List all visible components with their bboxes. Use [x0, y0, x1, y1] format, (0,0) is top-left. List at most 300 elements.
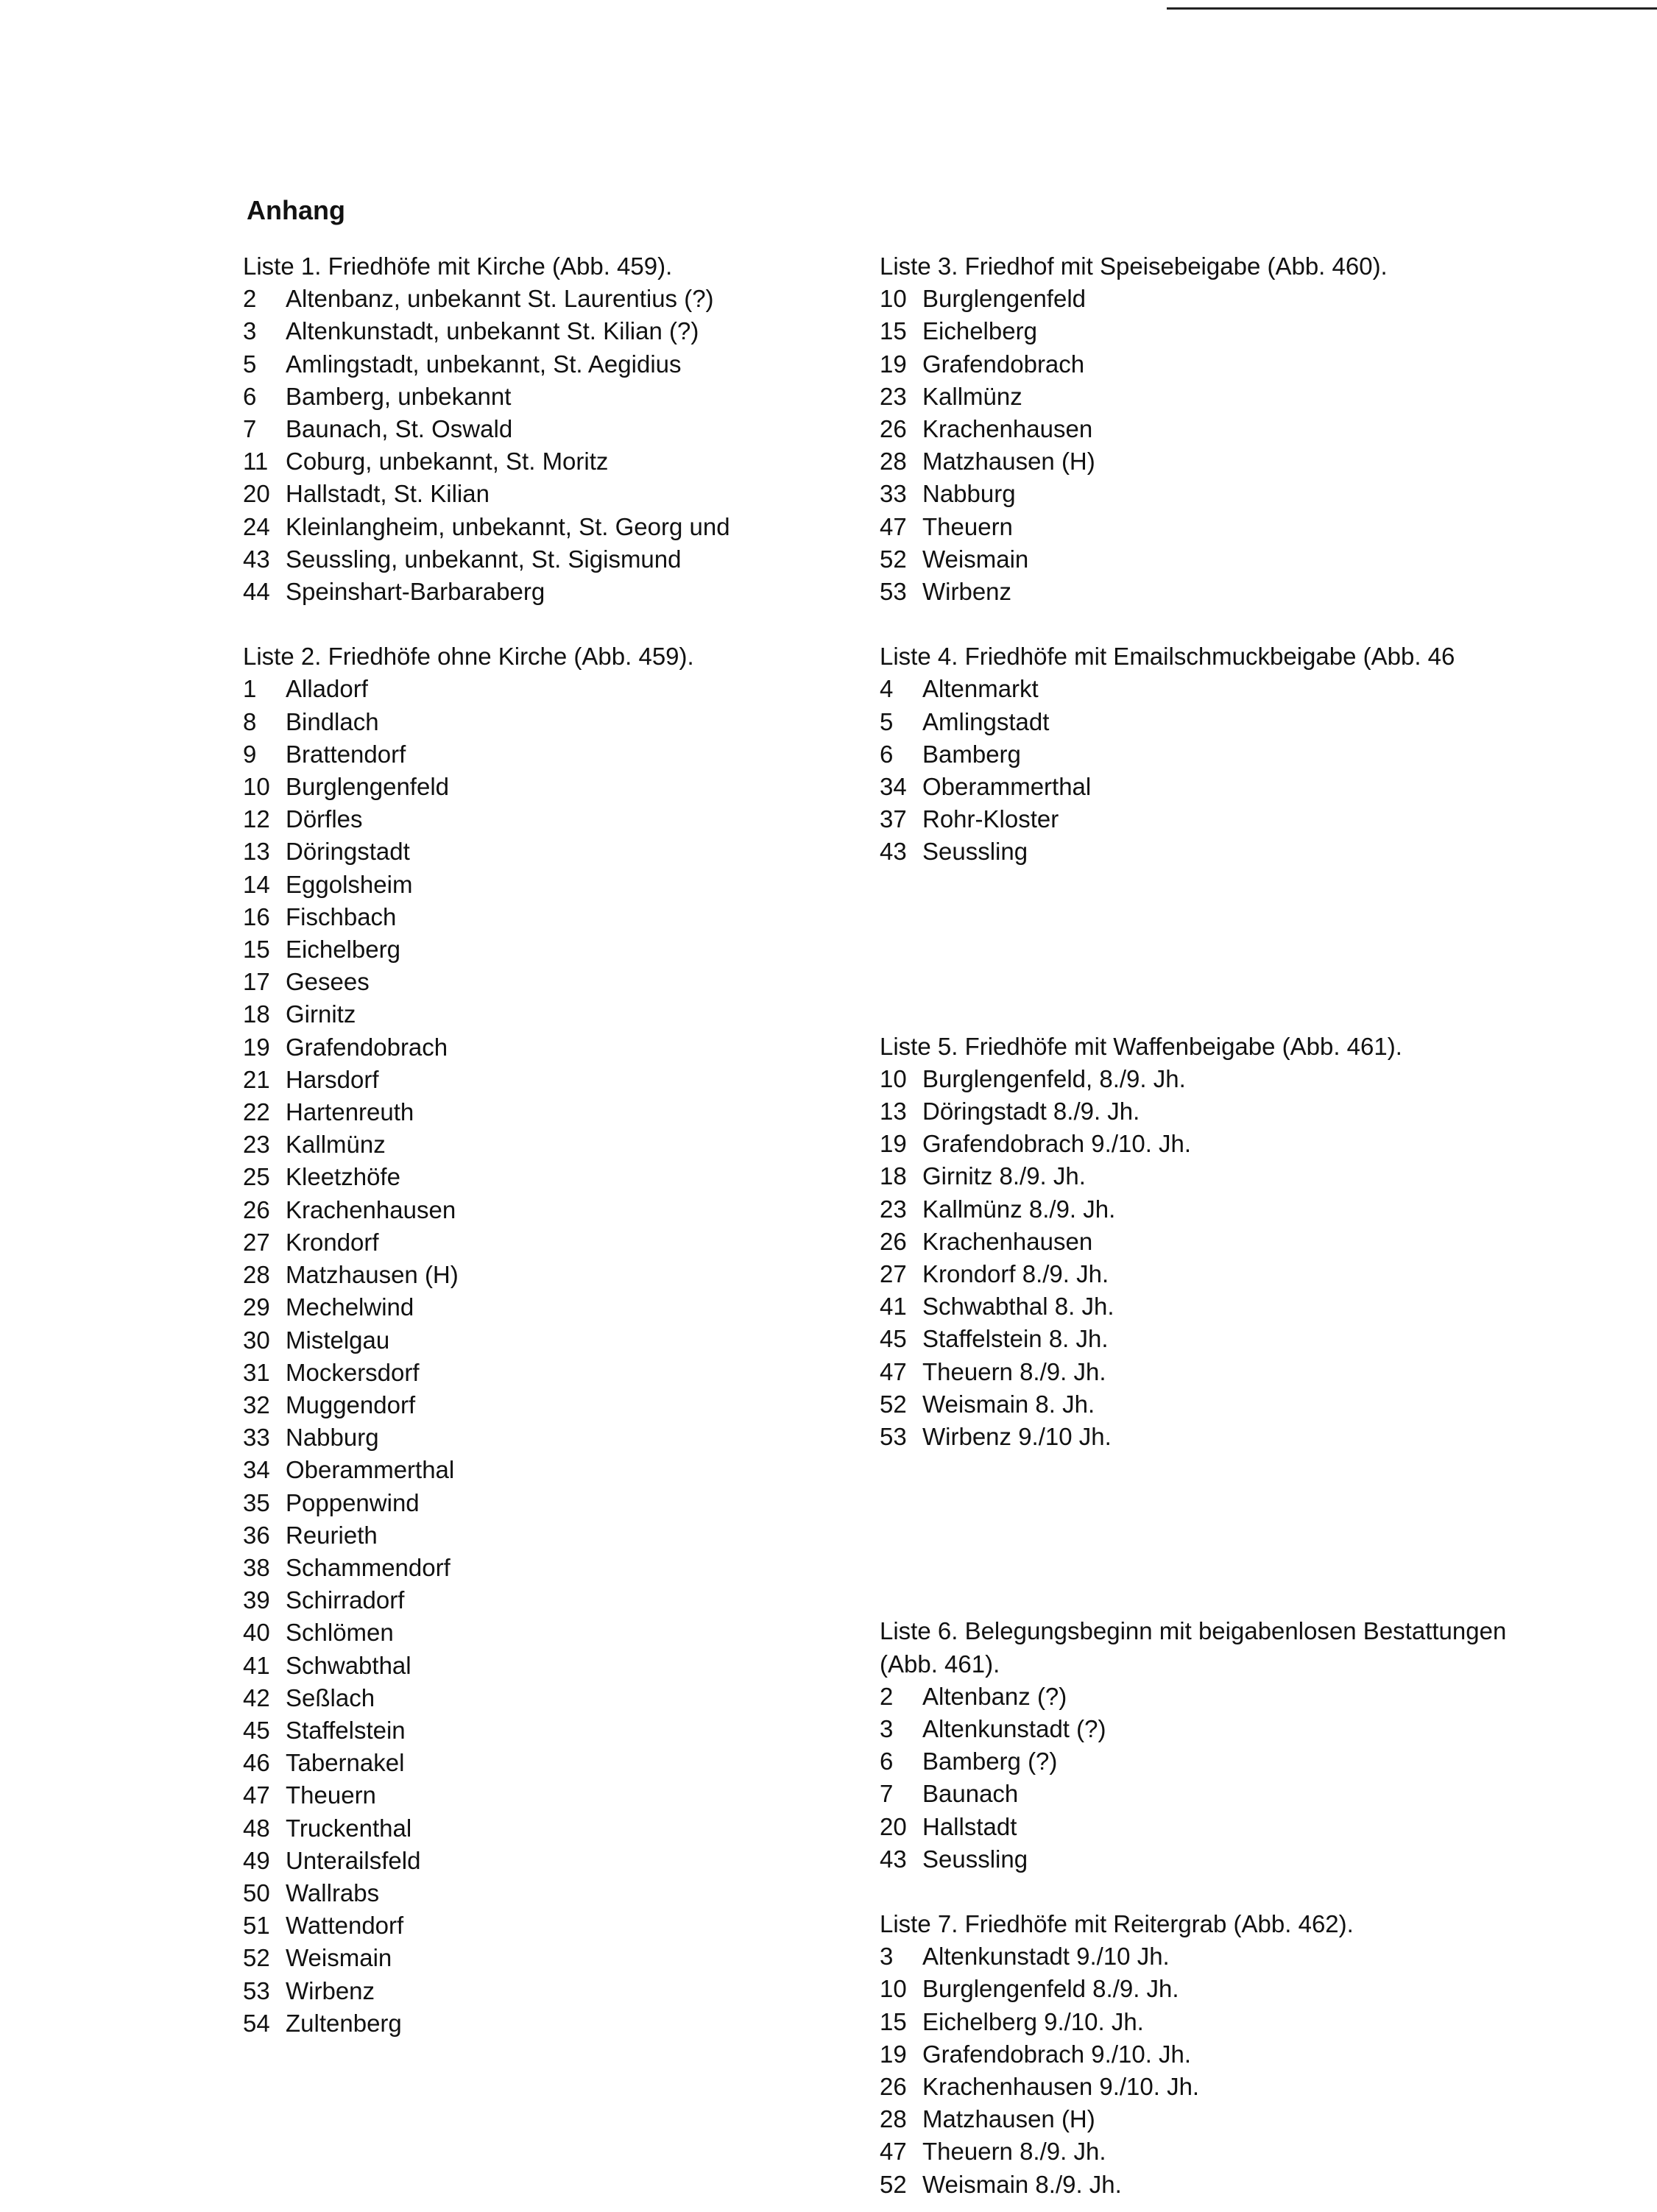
site-name: Krachenhausen: [922, 415, 1093, 443]
list-item: [243, 1714, 847, 1747]
site-name: Wirbenz 9./10 Jh.: [922, 1423, 1112, 1451]
list-item: [880, 1128, 1657, 1160]
site-number: 2: [880, 1682, 894, 1710]
site-name: Theuern 8./9. Jh.: [922, 1357, 1106, 1385]
site-name: Mockersdorf: [286, 1358, 420, 1386]
site-name: Seussling, unbekannt, St. Sigismund: [286, 545, 682, 573]
site-number: 18: [243, 1000, 270, 1028]
site-number: 53: [880, 578, 907, 606]
list-item: [243, 966, 847, 998]
site-name: Wirbenz: [286, 1976, 375, 2004]
list-item: [880, 1778, 1657, 1810]
site-name: Wattendorf: [286, 1912, 404, 1940]
left-column: [243, 250, 847, 2040]
site-name: Krachenhausen: [286, 1195, 456, 1223]
site-number: 8: [243, 707, 257, 735]
site-number: 10: [880, 1975, 907, 2003]
list-heading: Liste 6. Belegungsbeginn mit beigabenlosen Bestattungen (Abb. 461).: [880, 1617, 1507, 1678]
list-item: [880, 2103, 1657, 2135]
list-spacer: [880, 1876, 1657, 1908]
list-item: [243, 1584, 847, 1616]
site-name: Unterailsfeld: [286, 1846, 421, 1874]
site-name: Tabernakel: [286, 1749, 405, 1777]
list-item: [243, 1454, 847, 1486]
list-item: [880, 543, 1657, 576]
site-number: 20: [243, 480, 270, 508]
site-name: Gesees: [286, 968, 370, 996]
site-name: Grafendobrach: [286, 1033, 448, 1061]
list-item: [880, 1095, 1657, 1128]
list-item: [880, 1421, 1657, 1453]
site-name: Döringstadt 8./9. Jh.: [922, 1098, 1140, 1126]
site-name: Hallstadt: [922, 1812, 1017, 1840]
list-item: [243, 933, 847, 966]
site-name: Seussling: [922, 1845, 1028, 1873]
site-number: 53: [880, 1423, 907, 1451]
site-name: Bamberg, unbekannt: [286, 382, 512, 410]
site-number: 7: [243, 415, 257, 443]
site-number: 10: [880, 285, 907, 313]
list-heading: Liste 4. Friedhöfe mit Emailschmuckbeigabe (Abb. 46: [880, 643, 1455, 671]
site-number: 43: [243, 545, 270, 573]
site-name: Reurieth: [286, 1521, 378, 1549]
site-number: 19: [880, 350, 907, 378]
page-title: Anhang: [247, 195, 345, 225]
site-number: 52: [243, 1944, 270, 1972]
site-name: Rohr-Kloster: [922, 805, 1059, 833]
site-number: 52: [880, 1390, 907, 1418]
site-number: 53: [243, 1976, 270, 2004]
list-4: [880, 640, 1657, 868]
site-number: 40: [243, 1619, 270, 1647]
list-item: [243, 1259, 847, 1291]
list-3: [880, 250, 1657, 608]
list-item: [243, 1389, 847, 1421]
site-name: Grafendobrach: [922, 350, 1085, 378]
list-item: [880, 283, 1657, 315]
site-name: Burglengenfeld, 8./9. Jh.: [922, 1064, 1186, 1092]
site-number: 13: [880, 1098, 907, 1126]
site-number: 15: [243, 936, 270, 964]
site-number: 35: [243, 1488, 270, 1516]
site-number: 44: [243, 578, 270, 606]
site-number: 11: [243, 448, 269, 476]
list-heading: Liste 1. Friedhöfe mit Kirche (Abb. 459).: [243, 252, 673, 280]
list-item: [880, 2135, 1657, 2168]
list-item: [243, 413, 847, 445]
list-item: [243, 348, 847, 381]
site-name: Eichelberg 9./10. Jh.: [922, 2007, 1144, 2035]
list-item: [880, 576, 1657, 608]
list-item: [243, 1909, 847, 1942]
site-name: Girnitz: [286, 1000, 356, 1028]
site-name: Eichelberg: [286, 936, 400, 964]
list-item: [243, 1064, 847, 1096]
list-item: [880, 381, 1657, 413]
list-item: [880, 1745, 1657, 1778]
site-number: 27: [880, 1260, 907, 1288]
list-item: [880, 2038, 1657, 2071]
site-number: 17: [243, 968, 270, 996]
site-number: 28: [880, 448, 907, 476]
list-item: [243, 283, 847, 315]
site-name: Krondorf 8./9. Jh.: [922, 1260, 1109, 1288]
list-item: [880, 315, 1657, 347]
site-number: 31: [243, 1358, 270, 1386]
list-item: [880, 1063, 1657, 1095]
site-name: Alladorf: [286, 675, 368, 703]
site-name: Staffelstein: [286, 1716, 406, 1744]
site-name: Oberammerthal: [922, 773, 1092, 801]
site-number: 28: [880, 2105, 907, 2133]
site-number: 33: [243, 1424, 270, 1452]
list-item: [243, 1519, 847, 1552]
site-number: 41: [880, 1293, 907, 1321]
site-name: Baunach, St. Oswald: [286, 415, 513, 443]
list-item: [243, 1682, 847, 1714]
site-name: Matzhausen (H): [286, 1261, 459, 1289]
site-name: Krondorf: [286, 1228, 379, 1256]
list-item: [880, 1843, 1657, 1876]
site-name: Dörfles: [286, 805, 363, 833]
site-name: Burglengenfeld: [286, 773, 450, 801]
list-spacer: [880, 608, 1657, 640]
list-item: [243, 1942, 847, 1974]
site-number: 34: [243, 1456, 270, 1484]
list-item: [880, 445, 1657, 478]
site-number: 34: [880, 773, 907, 801]
site-number: 24: [243, 512, 270, 540]
list-item: [243, 1194, 847, 1226]
list-item: [243, 1161, 847, 1193]
site-number: 7: [880, 1780, 894, 1808]
site-name: Bindlach: [286, 707, 379, 735]
site-number: 54: [243, 2009, 270, 2037]
site-name: Kleinlangheim, unbekannt, St. Georg und: [286, 512, 730, 540]
site-name: Weismain: [286, 1944, 392, 1972]
site-name: Seßlach: [286, 1683, 375, 1711]
site-name: Speinshart-Barbaraberg: [286, 578, 545, 606]
site-number: 49: [243, 1846, 270, 1874]
site-number: 29: [243, 1293, 270, 1321]
site-name: Schwabthal: [286, 1651, 411, 1679]
list-item: [880, 1193, 1657, 1226]
list-item: [880, 1356, 1657, 1388]
site-number: 30: [243, 1326, 270, 1354]
site-number: 15: [880, 317, 907, 345]
site-number: 46: [243, 1749, 270, 1777]
site-name: Krachenhausen: [922, 1227, 1093, 1255]
site-number: 22: [243, 1098, 270, 1126]
site-name: Altenkunstadt, unbekannt St. Kilian (?): [286, 317, 699, 345]
list-item: [243, 478, 847, 510]
site-name: Theuern: [286, 1781, 376, 1809]
list-spacer: [243, 608, 847, 640]
site-number: 28: [243, 1261, 270, 1289]
site-name: Grafendobrach 9./10. Jh.: [922, 1130, 1192, 1158]
site-name: Weismain 8. Jh.: [922, 1390, 1095, 1418]
site-number: 16: [243, 902, 270, 930]
site-name: Kallmünz 8./9. Jh.: [922, 1195, 1116, 1223]
site-number: 3: [880, 1943, 894, 1971]
list-item: [880, 348, 1657, 381]
site-name: Altenmarkt: [922, 675, 1039, 703]
list-item: [243, 1291, 847, 1324]
site-name: Schammendorf: [286, 1553, 451, 1581]
site-name: Matzhausen (H): [922, 2105, 1095, 2133]
site-number: 4: [880, 675, 894, 703]
site-name: Nabburg: [286, 1424, 379, 1452]
right-column: [880, 250, 1657, 2201]
site-number: 52: [880, 545, 907, 573]
list-item: [880, 2006, 1657, 2038]
site-number: 51: [243, 1912, 270, 1940]
list-item: [243, 998, 847, 1031]
site-number: 23: [243, 1131, 270, 1159]
list-item: [243, 315, 847, 347]
list-item: [243, 771, 847, 803]
site-name: Zultenberg: [286, 2009, 402, 2037]
list-item: [243, 1324, 847, 1357]
list-item: [243, 1357, 847, 1389]
list-7: [880, 1908, 1657, 2201]
site-number: 19: [243, 1033, 270, 1061]
list-item: [243, 576, 847, 608]
list-item: [880, 1290, 1657, 1323]
list-item: [880, 1811, 1657, 1843]
site-number: 38: [243, 1553, 270, 1581]
list-item: [880, 1973, 1657, 2005]
site-number: 26: [880, 2072, 907, 2100]
site-number: 6: [880, 740, 894, 768]
site-number: 12: [243, 805, 270, 833]
site-number: 19: [880, 2040, 907, 2068]
site-number: 52: [880, 2170, 907, 2198]
site-name: Coburg, unbekannt, St. Moritz: [286, 448, 609, 476]
site-name: Krachenhausen 9./10. Jh.: [922, 2072, 1200, 2100]
site-number: 26: [243, 1195, 270, 1223]
list-item: [243, 2007, 847, 2040]
list-item: [880, 803, 1657, 835]
site-name: Hartenreuth: [286, 1098, 414, 1126]
site-name: Hallstadt, St. Kilian: [286, 480, 490, 508]
list-item: [243, 1877, 847, 1909]
site-name: Amlingstadt: [922, 707, 1050, 735]
list-item: [880, 1226, 1657, 1258]
site-name: Altenkunstadt (?): [922, 1714, 1106, 1742]
site-number: 23: [880, 1195, 907, 1223]
list-item: [243, 1975, 847, 2007]
list-heading: Liste 3. Friedhof mit Speisebeigabe (Abb. 460).: [880, 252, 1388, 280]
site-name: Schlömen: [286, 1619, 394, 1647]
site-number: 10: [243, 773, 270, 801]
list-6: [880, 1615, 1657, 1876]
site-name: Oberammerthal: [286, 1456, 455, 1484]
top-rule: [1167, 7, 1657, 10]
site-name: Truckenthal: [286, 1814, 412, 1842]
site-name: Poppenwind: [286, 1488, 420, 1516]
site-number: 43: [880, 838, 907, 866]
site-number: 47: [880, 2138, 907, 2166]
list-item: [880, 2071, 1657, 2103]
list-item: [880, 1713, 1657, 1745]
site-name: Baunach: [922, 1780, 1019, 1808]
site-number: 25: [243, 1163, 270, 1191]
list-spacer: [880, 869, 1657, 1031]
list-item: [243, 511, 847, 543]
site-name: Mechelwind: [286, 1293, 414, 1321]
list-heading: Liste 2. Friedhöfe ohne Kirche (Abb. 459).: [243, 643, 694, 671]
site-name: Burglengenfeld: [922, 285, 1087, 313]
site-name: Wirbenz: [922, 578, 1012, 606]
list-heading: Liste 5. Friedhöfe mit Waffenbeigabe (Abb. 461).: [880, 1032, 1402, 1060]
site-number: 13: [243, 838, 270, 866]
site-name: Kleetzhöfe: [286, 1163, 400, 1191]
list-item: [243, 1096, 847, 1128]
site-number: 36: [243, 1521, 270, 1549]
site-number: 47: [243, 1781, 270, 1809]
site-name: Seussling: [922, 838, 1028, 866]
site-number: 6: [880, 1748, 894, 1775]
site-number: 32: [243, 1391, 270, 1418]
list-item: [243, 901, 847, 933]
list-item: [243, 381, 847, 413]
site-number: 48: [243, 1814, 270, 1842]
site-name: Theuern: [922, 512, 1013, 540]
list-item: [243, 1421, 847, 1454]
site-name: Nabburg: [922, 480, 1016, 508]
site-name: Burglengenfeld 8./9. Jh.: [922, 1975, 1179, 2003]
site-name: Kallmünz: [286, 1131, 386, 1159]
list-item: [243, 1747, 847, 1779]
list-spacer: [880, 1453, 1657, 1615]
site-name: Theuern 8./9. Jh.: [922, 2138, 1106, 2166]
site-number: 41: [243, 1651, 270, 1679]
site-name: Altenbanz (?): [922, 1682, 1067, 1710]
site-number: 10: [880, 1064, 907, 1092]
site-number: 37: [880, 805, 907, 833]
site-number: 27: [243, 1228, 270, 1256]
list-item: [243, 869, 847, 901]
list-item: [880, 738, 1657, 771]
site-number: 39: [243, 1586, 270, 1614]
site-name: Mistelgau: [286, 1326, 390, 1354]
site-name: Altenbanz, unbekannt St. Laurentius (?): [286, 285, 714, 313]
site-name: Brattendorf: [286, 740, 406, 768]
list-item: [243, 1128, 847, 1161]
list-item: [880, 511, 1657, 543]
site-name: Girnitz 8./9. Jh.: [922, 1162, 1086, 1190]
list-item: [880, 771, 1657, 803]
site-name: Weismain 8./9. Jh.: [922, 2170, 1122, 2198]
list-item: [243, 1487, 847, 1519]
site-number: 47: [880, 1357, 907, 1385]
site-name: Muggendorf: [286, 1391, 416, 1418]
list-2: [243, 640, 847, 2040]
site-name: Schwabthal 8. Jh.: [922, 1293, 1114, 1321]
site-number: 47: [880, 512, 907, 540]
site-number: 26: [880, 415, 907, 443]
site-number: 6: [243, 382, 257, 410]
list-item: [880, 478, 1657, 510]
site-number: 14: [243, 870, 270, 898]
site-number: 23: [880, 382, 907, 410]
site-number: 3: [243, 317, 257, 345]
list-item: [880, 1681, 1657, 1713]
list-item: [243, 803, 847, 835]
site-name: Bamberg (?): [922, 1748, 1058, 1775]
list-item: [243, 706, 847, 738]
site-name: Weismain: [922, 545, 1029, 573]
list-item: [880, 1160, 1657, 1192]
site-name: Grafendobrach 9./10. Jh.: [922, 2040, 1192, 2068]
site-number: 50: [243, 1879, 270, 1907]
site-name: Amlingstadt, unbekannt, St. Aegidius: [286, 350, 682, 378]
list-item: [880, 1258, 1657, 1290]
list-item: [880, 413, 1657, 445]
list-item: [880, 1388, 1657, 1421]
site-number: 26: [880, 1227, 907, 1255]
site-number: 33: [880, 480, 907, 508]
site-name: Kallmünz: [922, 382, 1022, 410]
site-number: 18: [880, 1162, 907, 1190]
site-name: Eichelberg: [922, 317, 1037, 345]
list-item: [880, 835, 1657, 868]
site-number: 15: [880, 2007, 907, 2035]
list-item: [243, 445, 847, 478]
list-item: [243, 673, 847, 705]
list-item: [243, 1031, 847, 1064]
list-1: [243, 250, 847, 608]
list-item: [243, 1616, 847, 1649]
list-item: [243, 1779, 847, 1812]
site-number: 45: [880, 1325, 907, 1353]
site-number: 5: [243, 350, 257, 378]
site-name: Wallrabs: [286, 1879, 380, 1907]
list-item: [243, 1226, 847, 1259]
site-number: 5: [880, 707, 894, 735]
site-name: Altenkunstadt 9./10 Jh.: [922, 1943, 1170, 1971]
list-item: [243, 1845, 847, 1877]
site-number: 2: [243, 285, 257, 313]
list-heading: Liste 7. Friedhöfe mit Reitergrab (Abb. 462).: [880, 1909, 1354, 1937]
list-item: [880, 2169, 1657, 2201]
list-item: [880, 706, 1657, 738]
list-item: [243, 835, 847, 868]
site-number: 19: [880, 1130, 907, 1158]
site-number: 21: [243, 1065, 270, 1093]
site-number: 42: [243, 1683, 270, 1711]
site-name: Matzhausen (H): [922, 448, 1095, 476]
site-name: Bamberg: [922, 740, 1021, 768]
site-number: 1: [243, 675, 257, 703]
site-number: 3: [880, 1714, 894, 1742]
site-number: 45: [243, 1716, 270, 1744]
site-name: Eggolsheim: [286, 870, 413, 898]
list-item: [243, 738, 847, 771]
site-name: Staffelstein 8. Jh.: [922, 1325, 1109, 1353]
site-number: 43: [880, 1845, 907, 1873]
site-name: Fischbach: [286, 902, 397, 930]
list-5: [880, 1031, 1657, 1454]
list-item: [243, 1812, 847, 1845]
site-number: 20: [880, 1812, 907, 1840]
list-item: [880, 673, 1657, 705]
site-name: Döringstadt: [286, 838, 410, 866]
list-item: [243, 1650, 847, 1682]
list-item: [880, 1323, 1657, 1355]
list-item: [243, 1552, 847, 1584]
